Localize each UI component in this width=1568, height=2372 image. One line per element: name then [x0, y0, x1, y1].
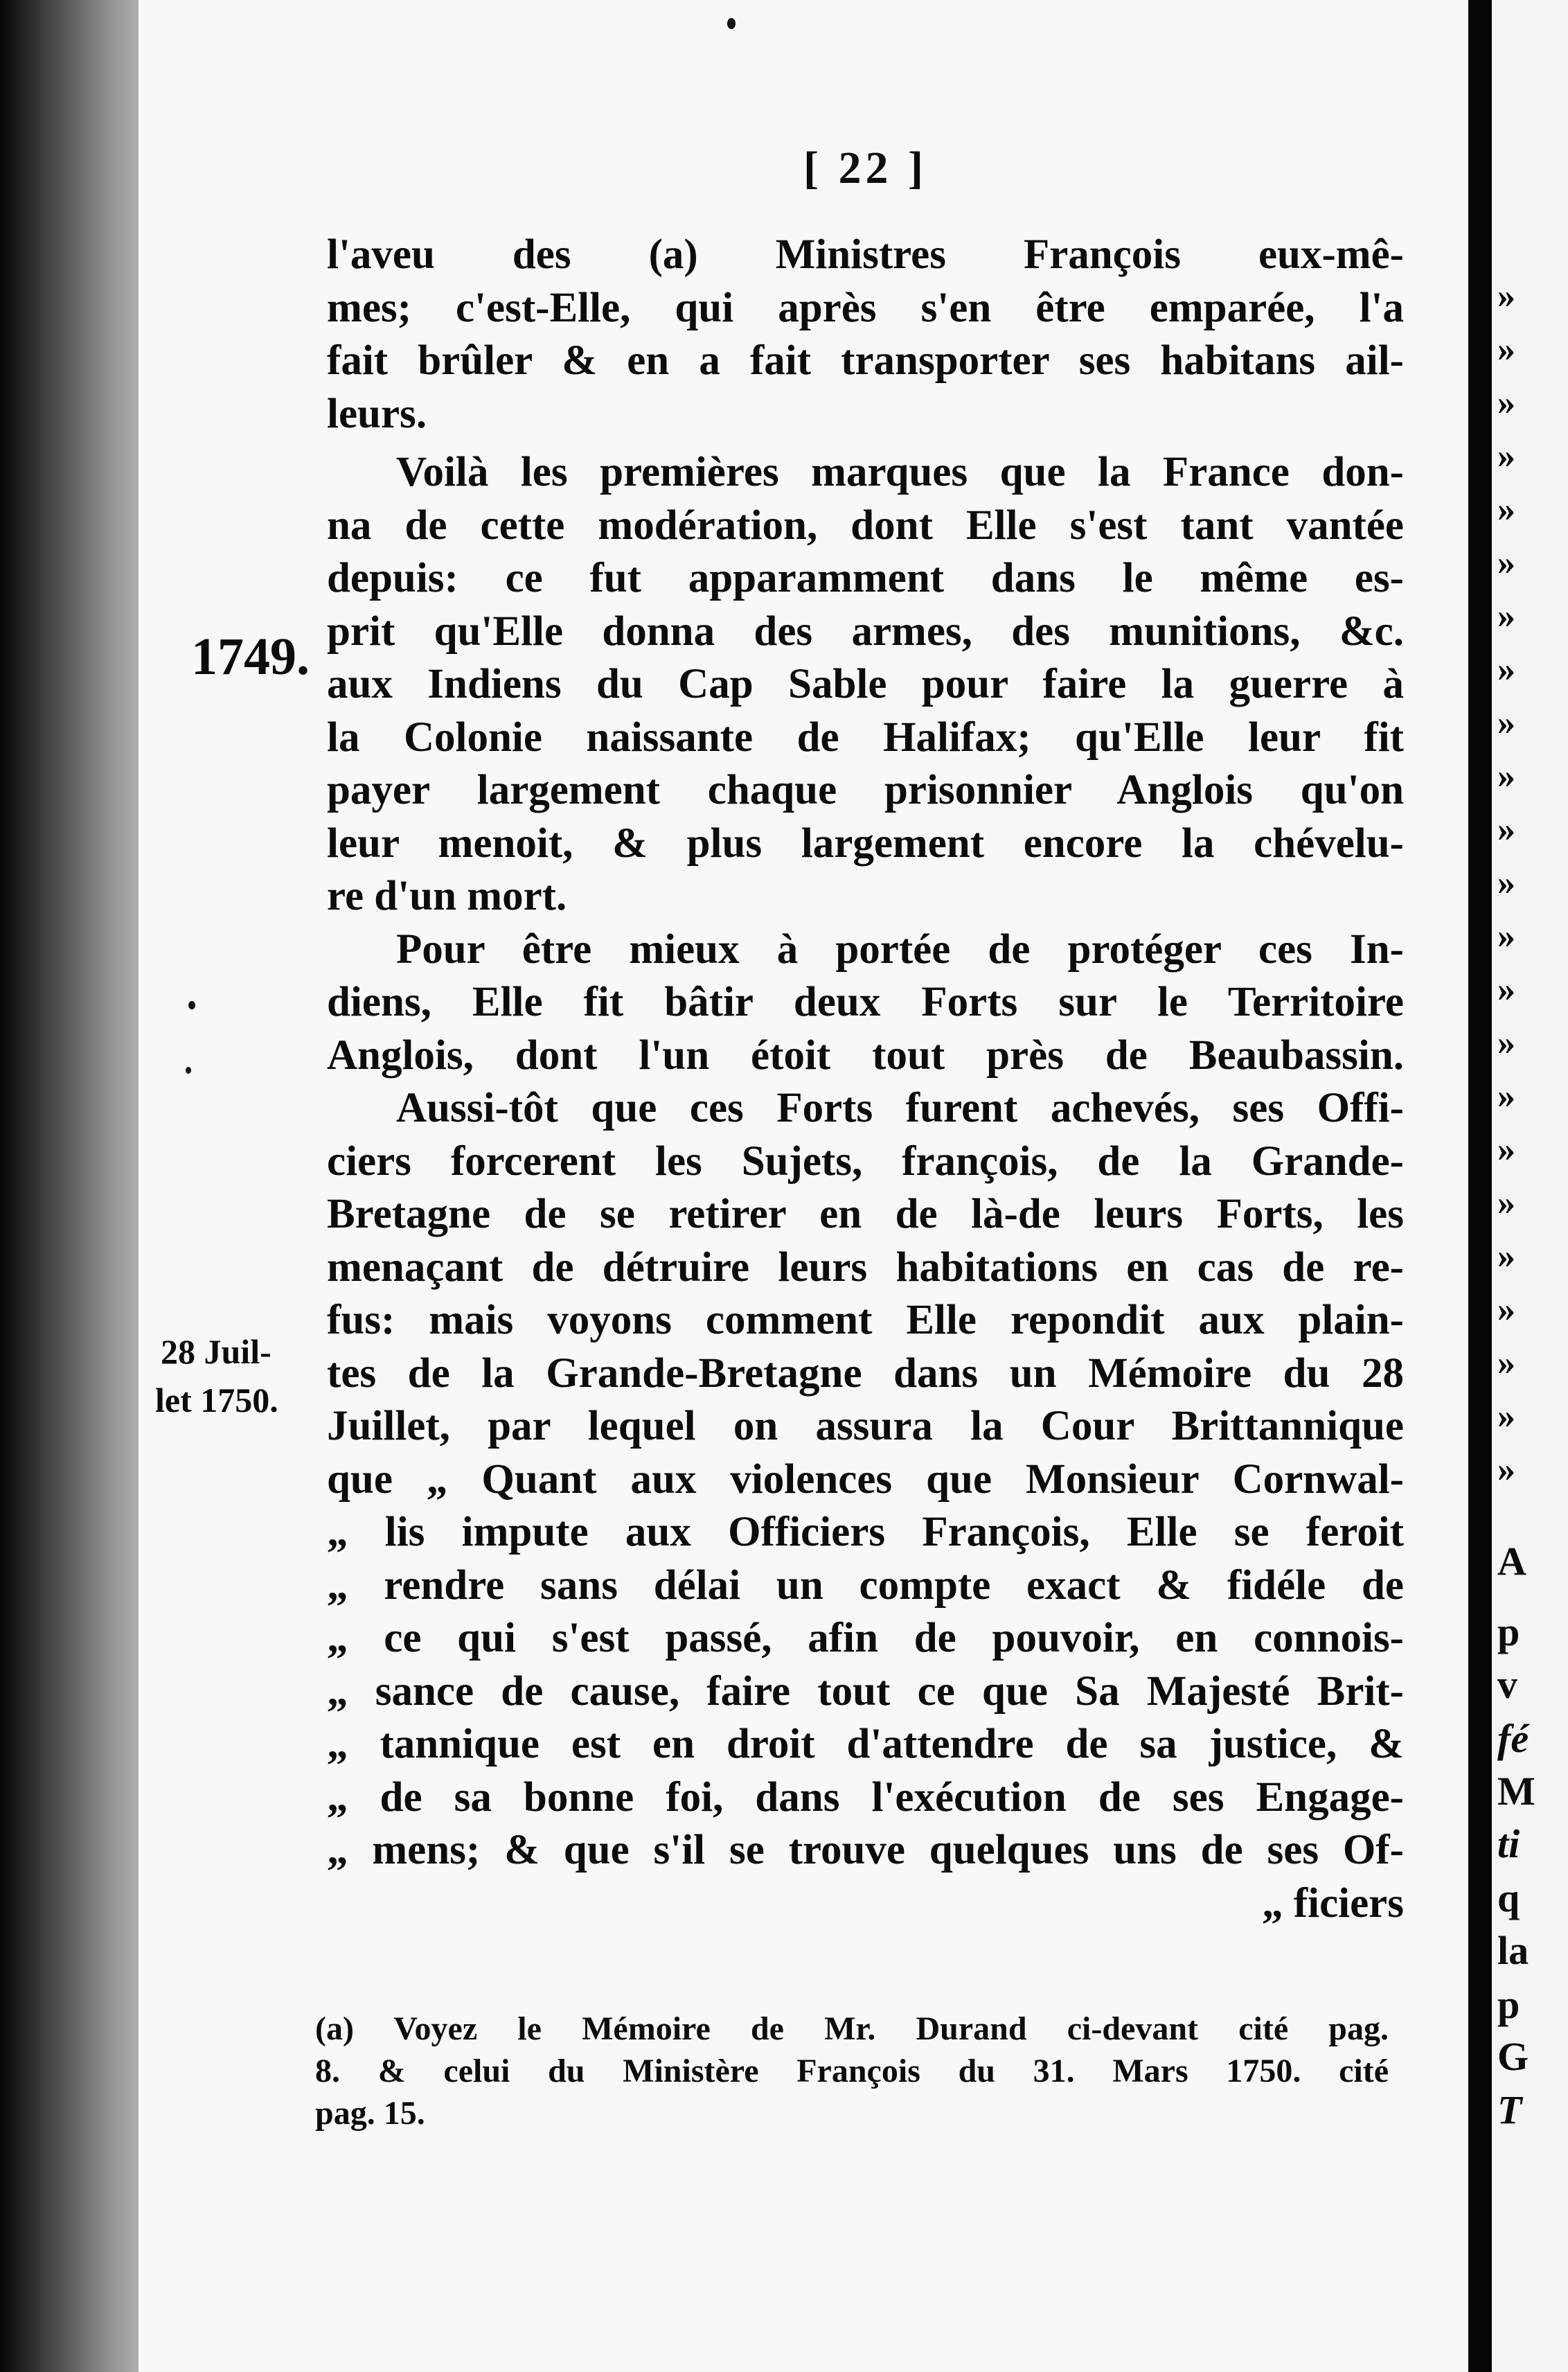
- footnote-line: 8. & celui du Ministère François du 31. Mars 1750. cité: [315, 2053, 1389, 2089]
- facing-page-quote-mark: »: [1497, 650, 1515, 689]
- text-line: Voilà les premières marques que la France don-: [396, 449, 1404, 495]
- facing-page-quote-mark: »: [1497, 703, 1515, 743]
- text-line: depuis: ce fut apparamment dans le même es-: [327, 555, 1404, 601]
- text-line: aux Indiens du Cap Sable pour faire la guerre à: [327, 661, 1404, 707]
- text-line: „ sance de cause, faire tout ce que Sa Majesté Brit-: [327, 1667, 1404, 1715]
- facing-page-quote-mark: »: [1497, 756, 1515, 796]
- margin-year: 1749.: [191, 628, 310, 686]
- page-number: [ 22 ]: [803, 143, 927, 193]
- text-line: Bretagne de se retirer en de là-de leurs Forts, les: [327, 1191, 1404, 1237]
- text-line: Pour être mieux à portée de protéger ces In-: [396, 926, 1404, 973]
- text-line: mes; c'est-Elle, qui après s'en être emparée, l'a: [327, 284, 1404, 331]
- text-line: que „ Quant aux violences que Monsieur Cornwal-: [327, 1455, 1404, 1503]
- text-line: „ tannique est en droit d'attendre de sa justice, &: [327, 1721, 1404, 1767]
- text-line: „ lis impute aux Officiers François, Elle se feroit: [327, 1509, 1404, 1555]
- margin-date-line-2: let 1750.: [155, 1381, 278, 1419]
- facing-page-letter: p: [1497, 1609, 1520, 1654]
- text-line: re d'un mort.: [327, 873, 567, 919]
- text-line: la Colonie naissante de Halifax; qu'Elle leur fit: [327, 714, 1404, 761]
- facing-page-quote-mark: »: [1497, 1183, 1515, 1223]
- text-line: Aussi-tôt que ces Forts furent achevés, ses Offi-: [396, 1085, 1404, 1131]
- text-line: l'aveu des (a) Ministres François eux-mê-: [327, 231, 1404, 278]
- text-line: prit qu'Elle donna des armes, des munitions, &c.: [327, 608, 1404, 655]
- facing-page-quote-mark: »: [1497, 863, 1515, 903]
- text-line: tes de la Grande-Bretagne dans un Mémoire du 28: [327, 1349, 1404, 1397]
- margin-date-line-1: 28 Juil-: [161, 1332, 271, 1371]
- text-line: menaçant de détruire leurs habitations en cas de re-: [327, 1243, 1404, 1291]
- text-line: leurs.: [327, 390, 427, 437]
- facing-page-letter: M: [1497, 1769, 1535, 1814]
- facing-page-quote-mark: »: [1497, 970, 1515, 1009]
- text-line: Anglois, dont l'un étoit tout près de Beaubassin.: [327, 1032, 1404, 1079]
- catchword-line: „ ficiers: [1262, 1879, 1404, 1927]
- text-line: ciers forcerent les Sujets, françois, de la Grande-: [327, 1138, 1404, 1185]
- text-line: „ rendre sans délai un compte exact & fidéle de: [327, 1561, 1404, 1609]
- facing-page-letter: la: [1497, 1928, 1529, 1973]
- facing-page-quote-mark: »: [1497, 490, 1515, 529]
- text-line: leur menoit, & plus largement encore la chévelu-: [327, 820, 1404, 867]
- facing-page-quote-mark: »: [1497, 383, 1515, 423]
- scan-speck: [727, 18, 736, 29]
- facing-page-letter: ti: [1497, 1821, 1520, 1866]
- facing-page-letter: p: [1497, 1982, 1520, 2027]
- text-line: diens, Elle fit bâtir deux Forts sur le Territoire: [327, 979, 1404, 1025]
- facing-page-letter: G: [1497, 2034, 1529, 2079]
- facing-page-letter: fé: [1497, 1716, 1529, 1761]
- scan-speck: [186, 1067, 191, 1074]
- facing-page-quote-mark: »: [1497, 1450, 1515, 1489]
- facing-page-quote-mark: »: [1497, 543, 1515, 583]
- facing-page-quote-mark: »: [1497, 436, 1515, 476]
- text-line: „ mens; & que s'il se trouve quelques uns de ses Of-: [327, 1827, 1404, 1873]
- facing-page-quote-mark: »: [1497, 1237, 1515, 1276]
- main-text-block: [327, 229, 1404, 1930]
- facing-page-quote-mark: »: [1497, 1343, 1515, 1383]
- text-line: Juillet, par lequel on assura la Cour Brittannique: [327, 1403, 1404, 1449]
- facing-page-quote-mark: »: [1497, 596, 1515, 636]
- facing-page-quote-mark: »: [1497, 1077, 1515, 1116]
- facing-page-quote-mark: »: [1497, 330, 1515, 369]
- footnote-line: pag. 15.: [315, 2095, 425, 2132]
- facing-page-quote-mark: »: [1497, 276, 1515, 316]
- text-line: fait brûler & en a fait transporter ses habitans ail-: [327, 337, 1404, 384]
- facing-page-letter: T: [1497, 2087, 1522, 2132]
- footnote-line: (a) Voyez le Mémoire de Mr. Durand ci-devant cité pag.: [315, 2010, 1389, 2047]
- text-line: na de cette modération, dont Elle s'est tant vantée: [327, 502, 1404, 549]
- facing-page-quote-mark: »: [1497, 1130, 1515, 1169]
- footnote: [315, 2008, 1389, 2134]
- text-line: payer largement chaque prisonnier Anglois qu'on: [327, 767, 1404, 813]
- facing-page-letter: v: [1497, 1662, 1517, 1707]
- facing-page-quote-mark: »: [1497, 917, 1515, 956]
- facing-page-edge: [1492, 0, 1568, 2372]
- scan-speck: [188, 1001, 195, 1009]
- facing-page-quote-mark: »: [1497, 1290, 1515, 1329]
- text-line: „ ce qui s'est passé, afin de pouvoir, en connois-: [327, 1615, 1404, 1661]
- facing-page-letter: A: [1497, 1539, 1526, 1584]
- page-fold-shadow: [1468, 0, 1492, 2372]
- facing-page-quote-mark: »: [1497, 810, 1515, 849]
- facing-page-quote-mark: »: [1497, 1397, 1515, 1436]
- text-line: fus: mais voyons comment Elle repondit aux plain-: [327, 1297, 1404, 1343]
- facing-page-letter: q: [1497, 1875, 1520, 1920]
- facing-page-quote-mark: »: [1497, 1023, 1515, 1063]
- text-line: „ de sa bonne foi, dans l'exécution de ses Engage-: [327, 1773, 1404, 1821]
